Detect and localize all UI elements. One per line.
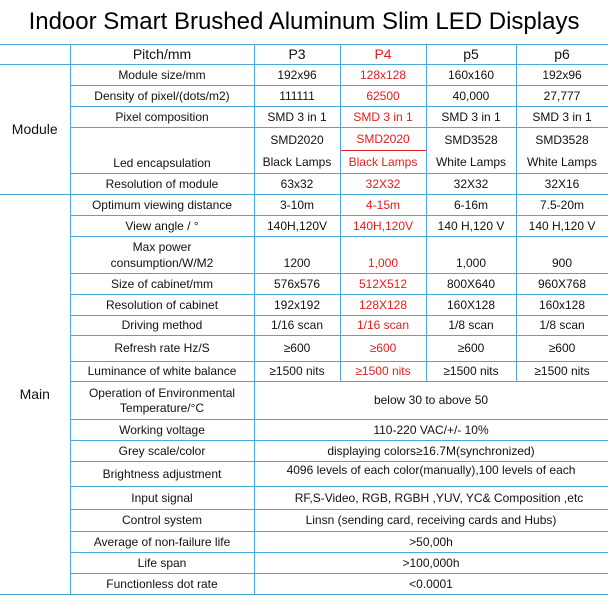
p5-value: SMD 3 in 1: [426, 107, 516, 128]
shared-value: below 30 to above 50: [254, 382, 608, 420]
lamp-type: Black Lamps: [348, 155, 418, 169]
p4-value: 128x128: [340, 65, 426, 86]
p5-value: 1,000: [426, 237, 516, 274]
table-row: [0, 128, 608, 174]
p3-value: 111111: [254, 86, 340, 107]
p4-value: 1,000: [340, 237, 426, 274]
shared-value: RF,S-Video, RGB, RGBH ,YUV, YC& Composition ,etc: [254, 487, 608, 510]
p3-value: 1200: [254, 237, 340, 274]
row-label: Optimum viewing distance: [70, 195, 254, 216]
row-label: Brightness adjustment: [70, 462, 254, 487]
table-row: [0, 487, 608, 510]
table-row: [0, 462, 608, 487]
p6-value: 1/8 scan: [516, 316, 608, 336]
table-row: [0, 510, 608, 532]
p4-value: ≥600: [340, 336, 426, 362]
p4-value: 1/16 scan: [340, 316, 426, 336]
p6-value: ≥1500 nits: [516, 362, 608, 382]
table-row: [0, 336, 608, 362]
table-row: [0, 65, 608, 86]
empty-corner-cell: [0, 45, 70, 65]
row-label: Life span: [70, 553, 254, 574]
row-label: Module size/mm: [70, 65, 254, 86]
lamp-type: Black Lamps: [262, 154, 332, 169]
row-label: Refresh rate Hz/S: [70, 336, 254, 362]
p4-header: P4: [340, 45, 426, 65]
p6-value: 900: [516, 237, 608, 274]
table-row: [0, 274, 608, 295]
table-row: [0, 420, 608, 441]
row-label: Driving method: [70, 316, 254, 336]
spec-table-body: [0, 45, 608, 595]
p3-value: ≥1500 nits: [254, 362, 340, 382]
p3-value: SMD 3 in 1: [254, 107, 340, 128]
p5-value: 32X32: [426, 174, 516, 195]
p5-value: 6-16m: [426, 195, 516, 216]
shared-value: Linsn (sending card, receiving cards and Hubs): [254, 510, 608, 532]
row-label-line: Temperature/°C: [119, 400, 205, 415]
p5-value: ≥600: [426, 336, 516, 362]
p4-value: SMD 3 in 1: [340, 107, 426, 128]
p6-value: 140 H,120 V: [516, 216, 608, 237]
row-label: Input signal: [70, 487, 254, 510]
p6-value: 192x96: [516, 65, 608, 86]
encapsulation-type: SMD2020: [341, 128, 426, 151]
row-label: Control system: [70, 510, 254, 532]
p3-value: [254, 128, 340, 174]
encapsulation-type: SMD2020: [270, 132, 324, 147]
p3-value: 63x32: [254, 174, 340, 195]
p4-value: [340, 128, 426, 174]
p4-value: 140H,120V: [340, 216, 426, 237]
shared-value: 110-220 VAC/+/- 10%: [254, 420, 608, 441]
spec-table: [0, 44, 608, 595]
p4-value: 4-15m: [340, 195, 426, 216]
row-label: [70, 237, 254, 274]
p5-value: 800X640: [426, 274, 516, 295]
encapsulation-type: SMD3528: [444, 132, 498, 147]
p6-header: p6: [516, 45, 608, 65]
p3-value: ≥600: [254, 336, 340, 362]
p4-value: 128X128: [340, 295, 426, 316]
table-row: [0, 532, 608, 553]
table-row: [0, 174, 608, 195]
p6-value: 32X16: [516, 174, 608, 195]
module-group-label: Module: [0, 65, 70, 195]
table-header-row: [0, 45, 608, 65]
p3-value: 1/16 scan: [254, 316, 340, 336]
p4-value: ≥1500 nits: [340, 362, 426, 382]
row-label-line: consumption/W/M2: [110, 256, 214, 270]
row-label: Size of cabinet/mm: [70, 274, 254, 295]
p4-value: 512X512: [340, 274, 426, 295]
shared-value: >50,00h: [254, 532, 608, 553]
lamp-type: White Lamps: [526, 154, 598, 169]
table-row: [0, 574, 608, 595]
row-label-line: Max power: [132, 240, 192, 254]
p6-value: 160x128: [516, 295, 608, 316]
p3-value: 576x576: [254, 274, 340, 295]
row-label: Functionless dot rate: [70, 574, 254, 595]
p5-value: 40,000: [426, 86, 516, 107]
table-row: [0, 295, 608, 316]
p4-value: 32X32: [340, 174, 426, 195]
row-label: Pixel composition: [70, 107, 254, 128]
table-row: [0, 362, 608, 382]
row-label: Average of non-failure life: [70, 532, 254, 553]
pitch-header: Pitch/mm: [70, 45, 254, 65]
p4-value: 62500: [340, 86, 426, 107]
main-group-label: Main: [0, 195, 70, 595]
lamp-type: White Lamps: [435, 154, 507, 169]
p3-value: 3-10m: [254, 195, 340, 216]
row-label-line: Operation of Environmental: [88, 385, 236, 400]
p6-value: ≥600: [516, 336, 608, 362]
shared-value: >100,000h: [254, 553, 608, 574]
shared-value: 4096 levels of each color(manually),100 levels of each: [254, 462, 608, 487]
shared-value: displaying colors≥16.7M(synchronized): [254, 441, 608, 462]
p6-value: [516, 128, 608, 174]
row-label: Luminance of white balance: [70, 362, 254, 382]
p5-value: 160x160: [426, 65, 516, 86]
table-row: [0, 216, 608, 237]
row-label: Density of pixel/(dots/m2): [70, 86, 254, 107]
p5-header: p5: [426, 45, 516, 65]
row-label: Resolution of module: [70, 174, 254, 195]
p5-value: 1/8 scan: [426, 316, 516, 336]
p6-value: 960X768: [516, 274, 608, 295]
p6-value: SMD 3 in 1: [516, 107, 608, 128]
table-row: [0, 86, 608, 107]
p3-header: P3: [254, 45, 340, 65]
table-row: [0, 553, 608, 574]
p3-value: 192x192: [254, 295, 340, 316]
p5-value: 140 H,120 V: [426, 216, 516, 237]
row-label: View angle / °: [70, 216, 254, 237]
row-label: Working voltage: [70, 420, 254, 441]
shared-value: <0.0001: [254, 574, 608, 595]
row-label: [70, 382, 254, 420]
table-row: [0, 195, 608, 216]
p3-value: 192x96: [254, 65, 340, 86]
table-row: [0, 382, 608, 420]
p3-value: 140H,120V: [254, 216, 340, 237]
p5-value: [426, 128, 516, 174]
row-label: Grey scale/color: [70, 441, 254, 462]
row-label: Led encapsulation: [70, 128, 254, 174]
table-row: [0, 107, 608, 128]
encapsulation-type: SMD3528: [535, 132, 589, 147]
page-title: Indoor Smart Brushed Aluminum Slim LED Displays: [28, 8, 580, 35]
table-row: [0, 441, 608, 462]
p5-value: 160X128: [426, 295, 516, 316]
p6-value: 7.5-20m: [516, 195, 608, 216]
table-row: [0, 316, 608, 336]
p5-value: ≥1500 nits: [426, 362, 516, 382]
row-label: Resolution of cabinet: [70, 295, 254, 316]
p6-value: 27,777: [516, 86, 608, 107]
table-row: [0, 237, 608, 274]
